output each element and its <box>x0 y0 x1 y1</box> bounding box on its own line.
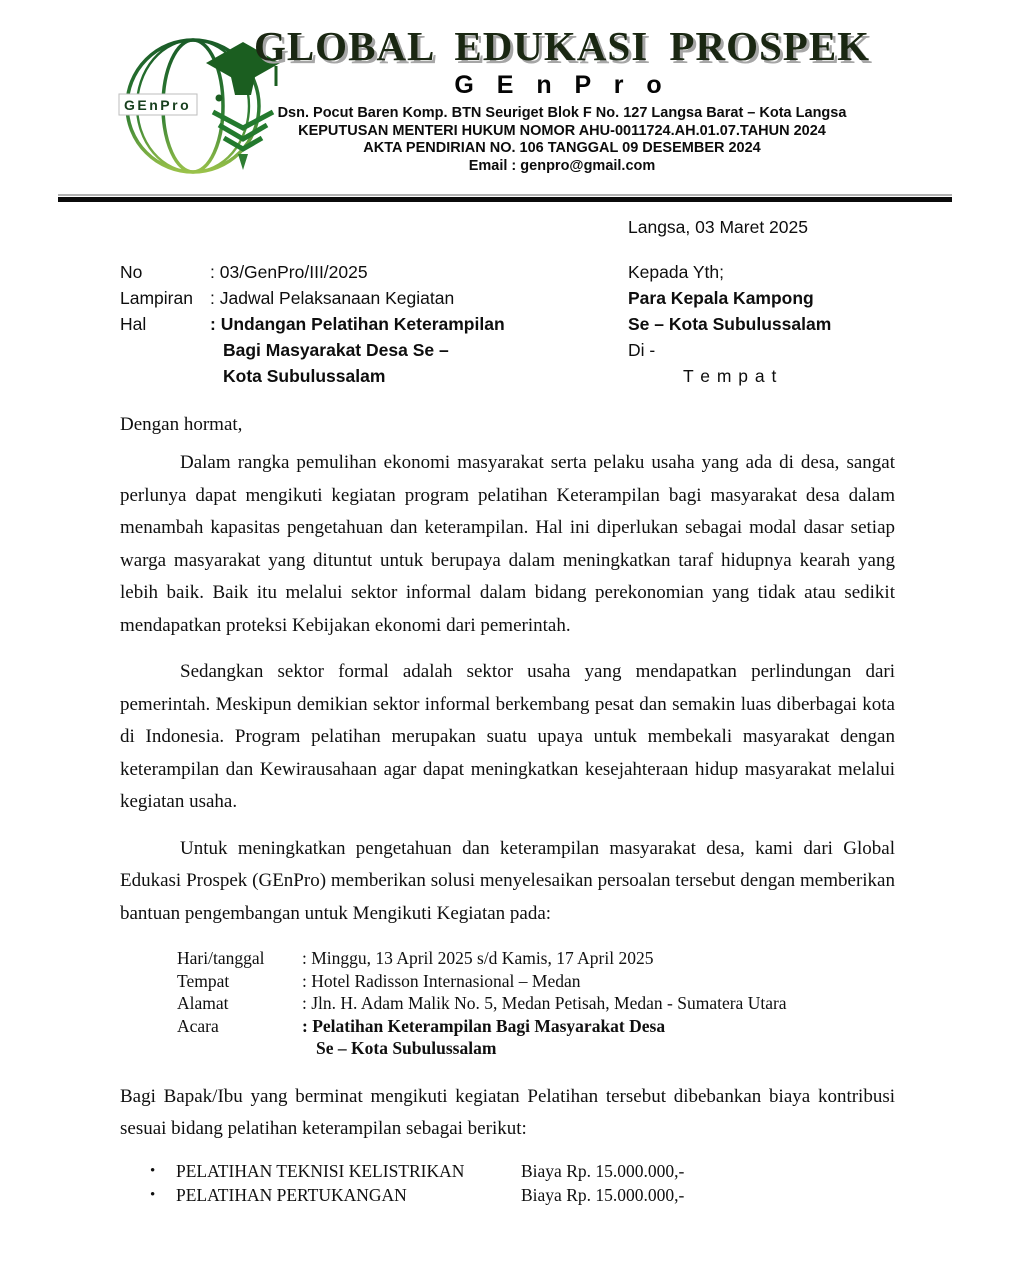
salutation: Dengan hormat, <box>120 414 243 435</box>
recipient-line-2: Se – Kota Subulussalam <box>628 314 832 334</box>
letterhead <box>0 0 1013 194</box>
training-cost-list <box>150 1159 895 1207</box>
date-line: Langsa, 03 Maret 2025 <box>628 217 808 237</box>
logo-label-text: GEnPro <box>124 97 192 113</box>
org-email-line: Email : genpro@gmail.com <box>468 157 656 174</box>
letterhead-divider <box>58 194 952 202</box>
tempat-line: T e m p a t <box>683 366 778 386</box>
paragraph-3: Untuk meningkatkan pengetahuan dan keterampilan masyarakat desa, kami dari Global Edukasi Prospek (GEnPro) memberikan solusi menyelesaikan persoalan tersebut dengan memberikan bantuan pengembangan untuk Mengikuti Kegiatan pada: <box>120 837 895 924</box>
meta-row-hal <box>120 311 628 337</box>
event-activity-label: Acara <box>177 1015 219 1036</box>
org-decree-line: KEPUTUSAN MENTERI HUKUM NOMOR AHU-0011724.AH.01.07.TAHUN 2024 <box>298 122 826 139</box>
list-item <box>150 1159 895 1183</box>
no-value: : 03/GenPro/III/2025 <box>210 262 368 282</box>
paragraph-2: Sedangkan sektor formal adalah sektor usaha yang mendapatkan perlindungan dari pemerintah. Meskipun demikian sektor informal berkembang pesat dan semakin luas diberbagai kota di Indonesia. Program pelatihan merupakan suatu upaya untuk membekali masyarakat dengan keterampilan dan Kewirausahaan agar dapat meningkatkan kesejahteraan hidup masyarakat melalui kegiatan usaha. <box>120 661 895 812</box>
lampiran-value: : Jadwal Pelaksanaan Kegiatan <box>210 288 455 308</box>
event-row-venue <box>177 970 895 993</box>
bullet-icon: • <box>150 1186 156 1203</box>
no-label: No <box>120 262 143 282</box>
event-details <box>177 947 895 1060</box>
event-activity-value-line-2: Se – Kota Subulussalam <box>316 1038 497 1058</box>
hal-label: Hal <box>120 314 147 334</box>
event-date-label: Hari/tanggal <box>177 948 265 968</box>
training-cost: Biaya Rp. 15.000.000,- <box>521 1184 685 1205</box>
hal-value-line-1: : Undangan Pelatihan Keterampilan <box>210 314 505 334</box>
event-row-activity <box>177 1015 895 1038</box>
training-name: PELATIHAN TEKNISI KELISTRIKAN <box>176 1160 465 1181</box>
meta-left-column <box>120 259 628 389</box>
org-address-line-1: Dsn. Pocut Baren Komp. BTN Seuriget Blok F No. 127 Langsa Barat – Kota Langsa <box>277 105 847 122</box>
event-date-value: : Minggu, 13 April 2025 s/d Kamis, 17 April 2025 <box>302 948 654 968</box>
event-venue-value: : Hotel Radisson Internasional – Medan <box>302 970 581 991</box>
meta-block <box>120 259 895 389</box>
org-name: GLOBAL EDUKASI PROSPEK <box>253 23 871 69</box>
kepada-line: Kepada Yth; <box>628 262 725 282</box>
event-address-label: Alamat <box>177 993 229 1013</box>
event-activity-value: : Pelatihan Keterampilan Bagi Masyarakat Desa <box>302 1015 666 1036</box>
event-venue-label: Tempat <box>177 970 230 991</box>
training-cost: Biaya Rp. 15.000.000,- <box>521 1160 685 1181</box>
hal-value-line-3: Kota Subulussalam <box>223 366 386 386</box>
recipient-line-1: Para Kepala Kampong <box>628 288 814 308</box>
org-abbreviation: G E n P r o <box>454 71 670 100</box>
lampiran-label: Lampiran <box>120 288 193 308</box>
event-row-date <box>177 947 895 970</box>
letterhead-text <box>233 24 891 175</box>
bullet-icon: • <box>150 1162 156 1179</box>
letter-body <box>0 217 1013 1207</box>
hal-value-line-2: Bagi Masyarakat Desa Se – <box>223 340 449 360</box>
paragraph-1: Dalam rangka pemulihan ekonomi masyarakat serta pelaku usaha yang ada di desa, sangat perlunya dapat mengikuti kegiatan program pelatihan Keterampilan bagi masyarakat desa dalam menambah kapasitas pengetahuan dan keterampilan. Hal ini diperlukan sebagai modal dasar setiap warga masyarakat yang dituntut untuk berupaya dalam meningkatkan taraf hidupnya kearah yang lebih baik. Baik itu melalui sektor informal dalam bidang perekonomian yang tidak atau sedikit mendapatkan proteksi Kebijakan ekonomi dari pemerintah. <box>120 452 895 636</box>
meta-row-no <box>120 259 628 285</box>
meta-row-lampiran <box>120 285 628 311</box>
recipient-block <box>628 259 895 389</box>
training-name: PELATIHAN PERTUKANGAN <box>176 1184 407 1205</box>
list-item <box>150 1183 895 1207</box>
di-line: Di - <box>628 340 656 360</box>
closing-paragraph: Bagi Bapak/Ibu yang berminat mengikuti kegiatan Pelatihan tersebut dibebankan biaya kontribusi sesuai bidang pelatihan keterampilan sebagai berikut: <box>120 1085 895 1139</box>
event-row-address <box>177 992 895 1015</box>
org-deed-line: AKTA PENDIRIAN NO. 106 TANGGAL 09 DESEMBER 2024 <box>363 140 761 157</box>
event-address-value: : Jln. H. Adam Malik No. 5, Medan Petisah, Medan - Sumatera Utara <box>302 993 787 1013</box>
